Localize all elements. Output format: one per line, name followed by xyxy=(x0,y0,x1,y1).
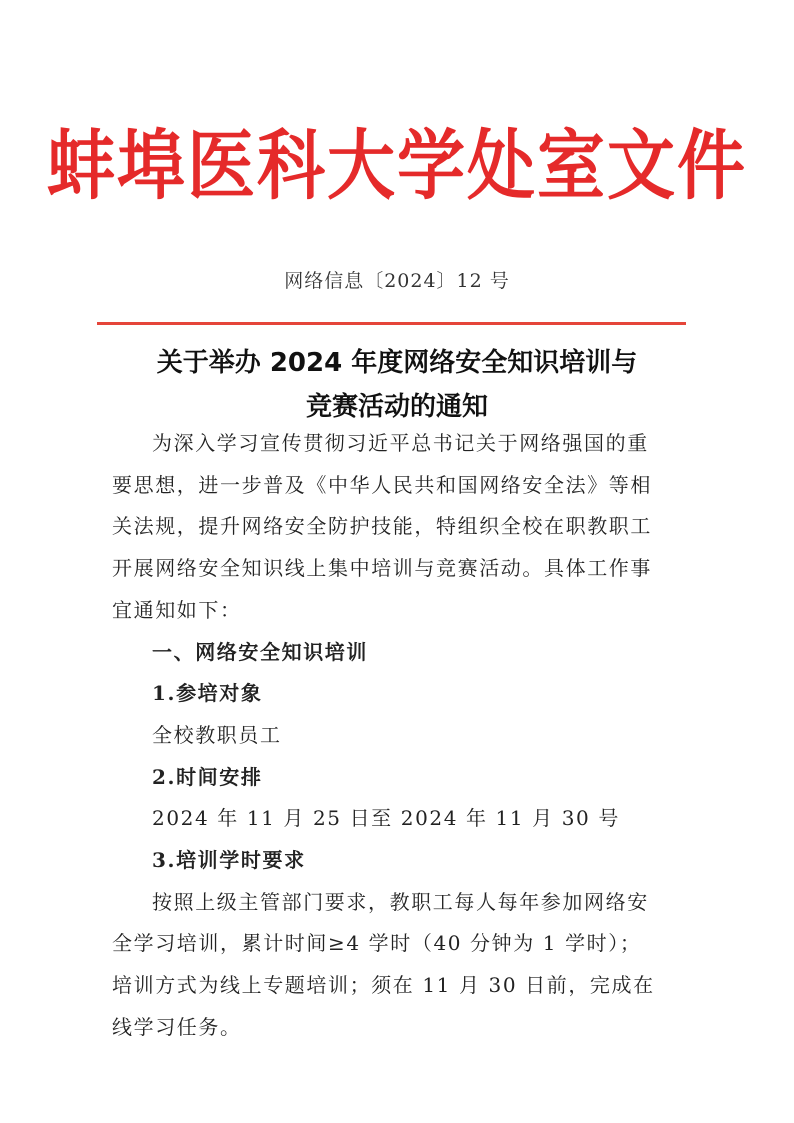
item-1-text: 全校教职员工 xyxy=(152,722,282,747)
notice-body xyxy=(112,423,660,1049)
masthead-title: 蚌埠医科大学处室文件 xyxy=(46,121,747,211)
notice-title-line-1: 关于举办 2024 年度网络安全知识培训与 xyxy=(156,348,638,378)
notice-title-line-2: 竞赛活动的通知 xyxy=(305,392,488,422)
item-2-heading: 2.时间安排 xyxy=(152,764,263,789)
document-number: 网络信息〔2024〕12 号 xyxy=(284,270,510,292)
intro-paragraph: 为深入学习宣传贯彻习近平总书记关于网络强国的重要思想，进一步普及《中华人民共和国网络安全法》等相关法规，提升网络安全防护技能，特组织全校在职教职工开展网络安全知识线上集中培训与竞赛活动。具体工作事宜通知如下： xyxy=(112,431,652,622)
item-3-heading: 3.培训学时要求 xyxy=(152,848,306,873)
section-1-heading: 一、网络安全知识培训 xyxy=(152,639,368,664)
red-divider-line xyxy=(97,322,686,325)
item-3-paragraph: 按照上级主管部门要求，教职工每人每年参加网络安全学习培训，累计时间≥4 学时（40 分钟为 1 学时）；培训方式为线上专题培训；须在 11 月 30 日前，完成在线学习任务。 xyxy=(112,889,655,1039)
item-2-text: 2024 年 11 月 25 日至 2024 年 11 月 30 号 xyxy=(152,806,620,831)
notice-title xyxy=(100,341,694,429)
item-1-heading: 1.参培对象 xyxy=(152,681,263,706)
